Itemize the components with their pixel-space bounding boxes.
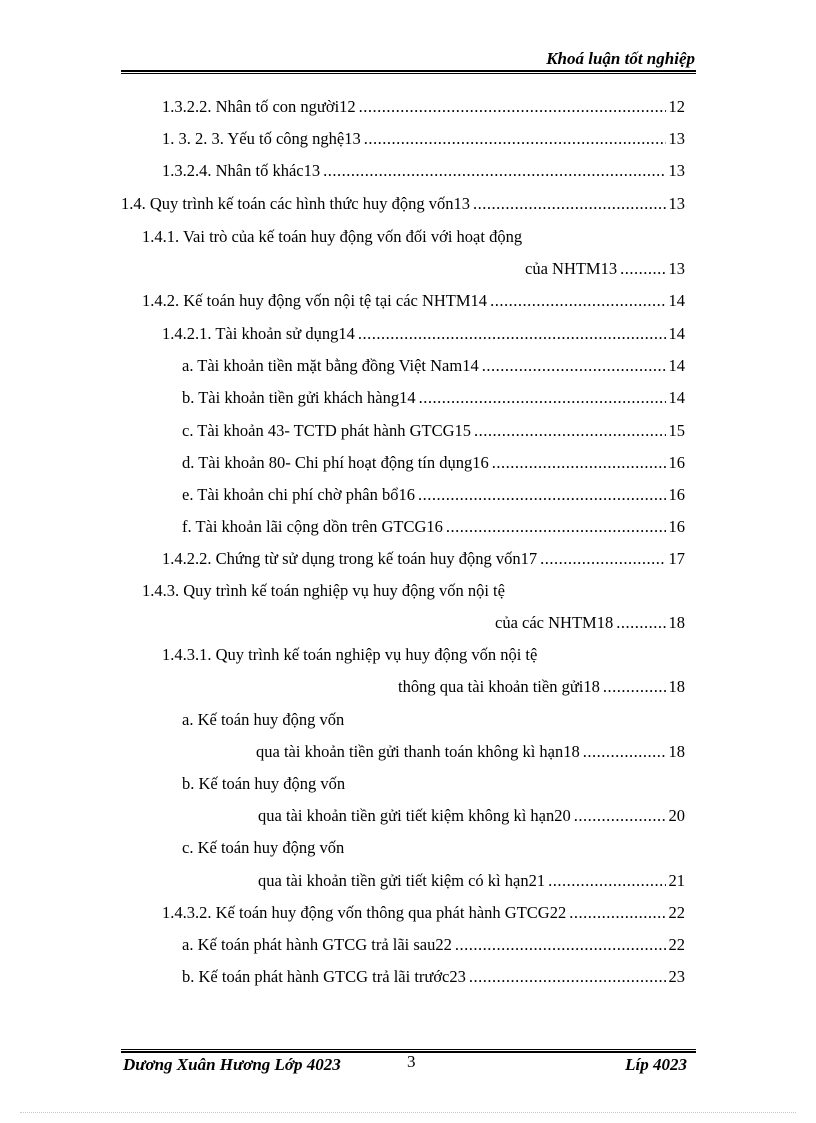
toc-dot-leader xyxy=(419,386,666,410)
toc-entry-title: 1.4.2.2. Chứng từ sử dụng trong kế toán huy động vốn17 xyxy=(162,549,538,568)
toc-entry-continuation[interactable] xyxy=(256,740,685,764)
toc-dot-leader xyxy=(469,965,666,989)
toc-entry-continuation[interactable] xyxy=(525,257,685,281)
toc-page-number: 13 xyxy=(668,161,685,180)
toc-page-number: 20 xyxy=(668,806,685,825)
toc-entry-title: c. Kế toán huy động vốn xyxy=(182,838,345,857)
toc-entry-title: qua tài khoản tiền gửi thanh toán không kì hạn18 xyxy=(256,742,580,761)
toc-page-number: 21 xyxy=(668,871,685,890)
toc-page-number: 14 xyxy=(668,324,685,343)
toc-entry[interactable] xyxy=(121,192,685,216)
toc-dot-leader xyxy=(540,547,665,571)
toc-entry-continuation[interactable] xyxy=(258,804,685,828)
toc-entry[interactable] xyxy=(142,289,685,313)
toc-entry-title: f. Tài khoản lãi cộng dồn trên GTCG16 xyxy=(182,517,443,536)
toc-entry-title: thông qua tài khoản tiền gửi18 xyxy=(398,677,600,696)
toc-dot-leader xyxy=(358,322,666,346)
toc-page-number: 12 xyxy=(668,97,685,116)
toc-entry-title: 1.4.3.2. Kế toán huy động vốn thông qua phát hành GTCG22 xyxy=(162,903,567,922)
toc-entry[interactable] xyxy=(182,965,685,989)
toc-dot-leader xyxy=(323,159,665,183)
toc-entry-title: 1.4.1. Vai trò của kế toán huy động vốn đối với hoạt động xyxy=(142,227,523,246)
toc-entry-title: b. Kế toán phát hành GTCG trả lãi trước23 xyxy=(182,967,466,986)
toc-page-number: 22 xyxy=(668,903,685,922)
toc-page-number: 22 xyxy=(668,935,685,954)
toc-page-number: 13 xyxy=(668,194,685,213)
toc-entry[interactable] xyxy=(162,901,685,925)
toc-entry-continuation[interactable] xyxy=(258,869,685,893)
toc-entry[interactable] xyxy=(182,933,685,957)
toc-page-number: 14 xyxy=(668,388,685,407)
toc-entry-title: qua tài khoản tiền gửi tiết kiệm có kì hạn21 xyxy=(258,871,546,890)
toc-dot-leader xyxy=(482,354,666,378)
toc-dot-leader xyxy=(364,127,666,151)
toc-dot-leader xyxy=(473,192,666,216)
toc-page-number: 18 xyxy=(668,613,685,632)
toc-dot-leader xyxy=(616,611,665,635)
toc-page-number: 13 xyxy=(668,259,685,278)
toc-entry-title: của các NHTM18 xyxy=(495,613,614,632)
running-header-title: Khoá luận tốt nghiệp xyxy=(546,49,695,68)
toc-entry[interactable] xyxy=(182,386,685,410)
footer-author: Dương Xuân Hương Lớp 4023 xyxy=(123,1055,341,1074)
toc-dot-leader xyxy=(446,515,666,539)
toc-entry[interactable] xyxy=(142,579,505,603)
toc-dot-leader xyxy=(474,419,665,443)
toc-entry-title: c. Tài khoản 43- TCTD phát hành GTCG15 xyxy=(182,421,472,440)
toc-entry[interactable] xyxy=(162,127,685,151)
toc-entry-title: 1.4.2. Kế toán huy động vốn nội tệ tại các NHTM14 xyxy=(142,291,488,310)
toc-entry-title: 1.4.3.1. Quy trình kế toán nghiệp vụ huy động vốn nội tệ xyxy=(162,645,538,664)
toc-dot-leader xyxy=(569,901,665,925)
toc-entry-title: a. Tài khoản tiền mặt bằng đồng Việt Nam14 xyxy=(182,356,479,375)
toc-entry-title: 1. 3. 2. 3. Yếu tố công nghệ13 xyxy=(162,129,361,148)
toc-entry[interactable] xyxy=(162,643,537,667)
toc-dot-leader xyxy=(418,483,666,507)
toc-page-number: 15 xyxy=(668,421,685,440)
toc-entry[interactable] xyxy=(182,836,344,860)
toc-entry[interactable] xyxy=(182,451,685,475)
toc-entry[interactable] xyxy=(182,515,685,539)
toc-page-number: 16 xyxy=(668,453,685,472)
toc-entry-title: e. Tài khoản chi phí chờ phân bổ16 xyxy=(182,485,415,504)
toc-entry-continuation[interactable] xyxy=(398,675,685,699)
toc-dot-leader xyxy=(574,804,666,828)
toc-entry[interactable] xyxy=(182,483,685,507)
toc-page-number: 18 xyxy=(668,677,685,696)
toc-page-number: 18 xyxy=(668,742,685,761)
toc-entry-title: b. Kế toán huy động vốn xyxy=(182,774,346,793)
footer-class: Líp 4023 xyxy=(625,1055,687,1074)
toc-page-number: 13 xyxy=(668,129,685,148)
toc-dot-leader xyxy=(583,740,666,764)
toc-dot-leader xyxy=(490,289,665,313)
toc-entry-title: qua tài khoản tiền gửi tiết kiệm không kì hạn20 xyxy=(258,806,571,825)
toc-entry-title: 1.3.2.4. Nhân tố khác13 xyxy=(162,161,321,180)
toc-dot-leader xyxy=(359,95,666,119)
toc-page-number: 23 xyxy=(668,967,685,986)
toc-entry[interactable] xyxy=(182,772,345,796)
toc-entry-title: 1.3.2.2. Nhân tố con người12 xyxy=(162,97,356,116)
toc-entry[interactable] xyxy=(142,225,522,249)
toc-entry[interactable] xyxy=(182,354,685,378)
toc-dot-leader xyxy=(492,451,666,475)
toc-entry-title: d. Tài khoản 80- Chi phí hoạt động tín dụng16 xyxy=(182,453,489,472)
toc-entry[interactable] xyxy=(182,708,344,732)
toc-dot-leader xyxy=(620,257,665,281)
toc-page-number: 17 xyxy=(668,549,685,568)
page-bottom-dotted-border xyxy=(20,1112,796,1113)
toc-entry-title: 1.4.2.1. Tài khoản sử dụng14 xyxy=(162,324,355,343)
toc-page-number: 14 xyxy=(668,291,685,310)
toc-page-number: 14 xyxy=(668,356,685,375)
toc-entry-title: b. Tài khoản tiền gửi khách hàng14 xyxy=(182,388,416,407)
toc-dot-leader xyxy=(455,933,666,957)
toc-page-number: 16 xyxy=(668,485,685,504)
toc-entry-title: 1.4. Quy trình kế toán các hình thức huy động vốn13 xyxy=(121,194,470,213)
toc-entry[interactable] xyxy=(162,322,685,346)
toc-entry-continuation[interactable] xyxy=(495,611,685,635)
toc-entry-title: của NHTM13 xyxy=(525,259,618,278)
toc-entry[interactable] xyxy=(162,547,685,571)
toc-entry-title: a. Kế toán huy động vốn xyxy=(182,710,345,729)
toc-entry[interactable] xyxy=(162,95,685,119)
toc-page-number: 16 xyxy=(668,517,685,536)
footer-page-number: 3 xyxy=(407,1052,416,1071)
toc-dot-leader xyxy=(548,869,665,893)
toc-entry-title: 1.4.3. Quy trình kế toán nghiệp vụ huy động vốn nội tệ xyxy=(142,581,505,600)
toc-entry[interactable] xyxy=(182,419,685,443)
toc-dot-leader xyxy=(603,675,666,699)
footer-divider-thin xyxy=(121,1049,696,1050)
toc-entry-title: a. Kế toán phát hành GTCG trả lãi sau22 xyxy=(182,935,452,954)
toc-entry[interactable] xyxy=(162,159,685,183)
